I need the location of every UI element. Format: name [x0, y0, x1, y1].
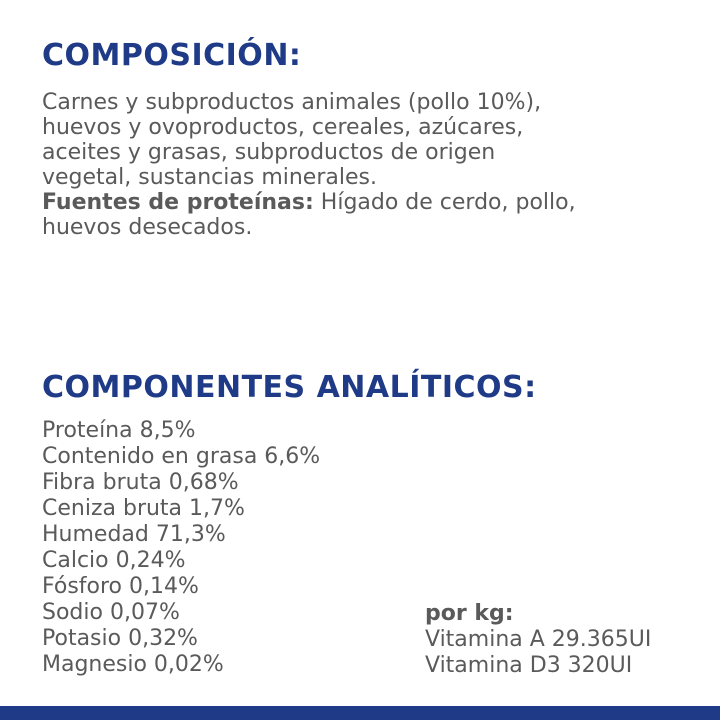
- analytical-item: Ceniza bruta 1,7%: [42, 496, 245, 521]
- per-kg-title: por kg:: [425, 601, 514, 626]
- analytical-item: Fibra bruta 0,68%: [42, 470, 239, 495]
- analytical-item: Contenido en grasa 6,6%: [42, 444, 321, 469]
- analytical-list: [42, 418, 320, 678]
- protein-sources-line-2: huevos desecados.: [42, 215, 253, 240]
- protein-sources-label: Fuentes de proteínas:: [42, 190, 314, 215]
- analytical-item: Fósforo 0,14%: [42, 574, 199, 599]
- analytical-item: Proteína 8,5%: [42, 418, 196, 443]
- analytical-heading: COMPONENTES ANALÍTICOS:: [42, 370, 537, 405]
- composition-line: vegetal, sustancias minerales.: [42, 165, 377, 190]
- analytical-item: Sodio 0,07%: [42, 600, 180, 625]
- composition-line: Carnes y subproductos animales (pollo 10%),: [42, 90, 542, 115]
- composition-heading: COMPOSICIÓN:: [42, 38, 302, 73]
- per-kg-item: Vitamina A 29.365UI: [425, 627, 652, 652]
- per-kg-list: [425, 601, 651, 679]
- footer-bar: [0, 706, 720, 720]
- protein-sources-text: Hígado de cerdo, pollo,: [313, 190, 576, 215]
- composition-line: aceites y grasas, subproductos de origen: [42, 140, 496, 165]
- composition-text: [42, 90, 682, 240]
- composition-line: huevos y ovoproductos, cereales, azúcares,: [42, 115, 524, 140]
- protein-sources-line: [42, 190, 682, 215]
- analytical-item: Potasio 0,32%: [42, 626, 198, 651]
- analytical-item: Calcio 0,24%: [42, 548, 186, 573]
- analytical-item: Humedad 71,3%: [42, 522, 226, 547]
- analytical-item: Magnesio 0,02%: [42, 652, 224, 677]
- per-kg-item: Vitamina D3 320UI: [425, 653, 633, 678]
